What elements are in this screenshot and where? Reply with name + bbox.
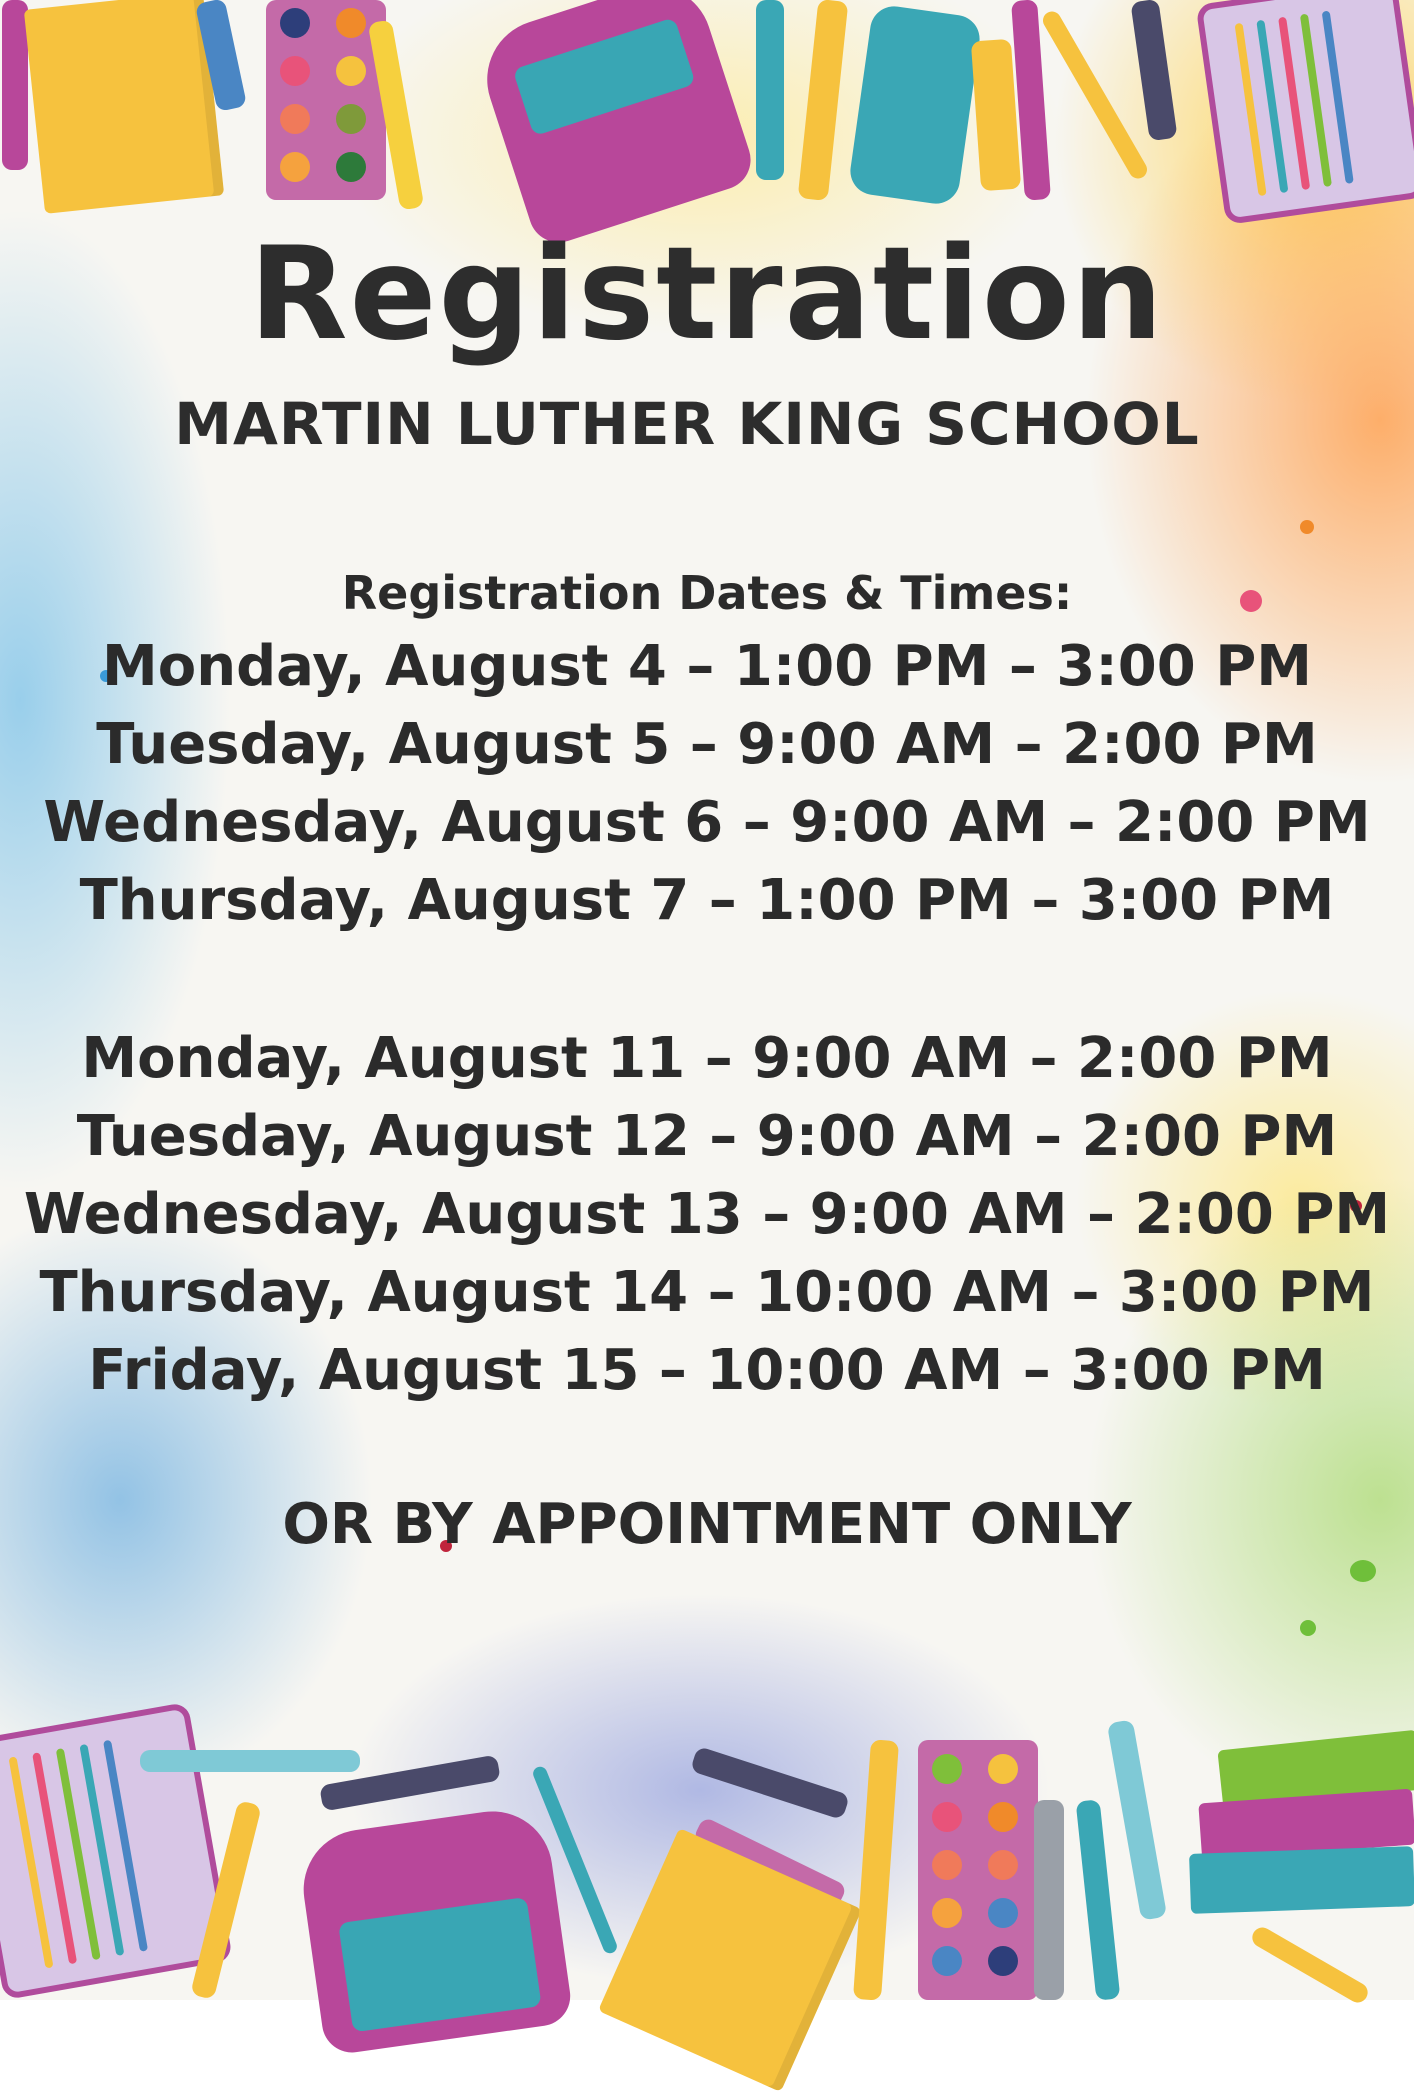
appointment-note: OR BY APPOINTMENT ONLY — [282, 1492, 1132, 1557]
schedule-heading: Registration Dates & Times: — [341, 566, 1073, 620]
schedule-row: Friday, August 15 – 10:00 AM – 3:00 PM — [88, 1338, 1326, 1403]
pen-icon — [2, 0, 28, 170]
school-name: MARTIN LUTHER KING SCHOOL — [174, 390, 1200, 458]
paint-splash — [1300, 1620, 1316, 1636]
schedule-row: Monday, August 11 – 9:00 AM – 2:00 PM — [81, 1026, 1333, 1091]
schedule-row: Tuesday, August 12 – 9:00 AM – 2:00 PM — [76, 1104, 1338, 1169]
pencil-case-icon — [1196, 0, 1414, 225]
schedule-row: Thursday, August 14 – 10:00 AM – 3:00 PM — [39, 1260, 1375, 1325]
flyer-title: Registration — [249, 220, 1165, 369]
paint-splash — [1300, 520, 1314, 534]
schedule-row: Thursday, August 7 – 1:00 PM – 3:00 PM — [79, 868, 1335, 933]
paint-splash — [1350, 1560, 1376, 1582]
schedule-row: Wednesday, August 13 – 9:00 AM – 2:00 PM — [23, 1182, 1391, 1247]
notebook-icon — [24, 0, 224, 214]
pen-icon — [756, 0, 784, 180]
schedule-list — [0, 628, 1414, 1410]
paint-palette-icon — [918, 1740, 1038, 2000]
schedule-row: Monday, August 4 – 1:00 PM – 3:00 PM — [102, 634, 1312, 699]
schedule-row: Tuesday, August 5 – 9:00 AM – 2:00 PM — [96, 712, 1318, 777]
pen-icon — [140, 1750, 360, 1772]
scissors-icon — [1034, 1800, 1064, 2000]
schedule-row: Wednesday, August 6 – 9:00 AM – 2:00 PM — [43, 790, 1371, 855]
backpack-icon — [296, 1804, 574, 2057]
paint-palette-icon — [266, 0, 386, 200]
book-stack-icon — [1180, 1740, 1414, 1940]
